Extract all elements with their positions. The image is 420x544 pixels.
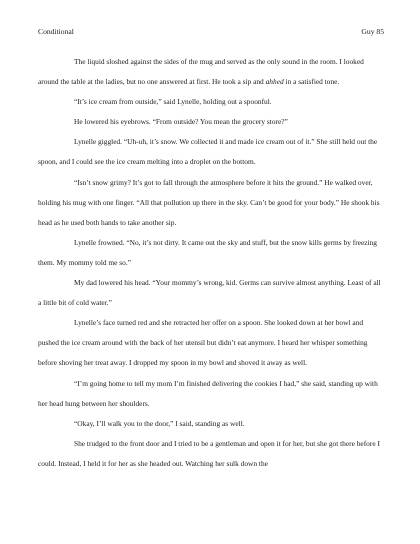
paragraph-text: My dad lowered his head. “Your mommy’s wrong, kid. Germs can survive almost anything. Least of all a little bit of cold water.” — [38, 278, 381, 308]
paragraph-text: “Okay, I’ll walk you to the door,” I said, standing as well. — [74, 418, 245, 428]
running-header — [38, 26, 384, 38]
paragraph-text: “Isn’t snow grimy? It’s got to fall through the atmosphere before it hits the ground.” He walked over, holding his mug with one finger. “All that pollution up there in the sky. Can’t be good for your body.” He shook his head as he used both hands to take another sip. — [38, 177, 380, 227]
header-title: Conditional — [38, 27, 74, 36]
paragraph — [38, 414, 384, 434]
paragraph-text: Lynelle frowned. “No, it’s not dirty. It came out the sky and stuff, but the snow kills germs by freezing them. My mommy told me so.” — [38, 237, 377, 267]
paragraph — [38, 92, 384, 112]
paragraph-text: The liquid sloshed against the sides of the mug and served as the only sound in the room. I looked around the table at the ladies, but no one answered at first. He took a sip and — [38, 57, 364, 87]
paragraph — [38, 273, 384, 313]
paragraph — [38, 233, 384, 273]
header-page-label: Guy 85 — [361, 27, 384, 36]
paragraph — [38, 173, 384, 233]
paragraph-text: She trudged to the front door and I tried to be a gentleman and open it for her, but she got there before I could. Instead, I held it for her as she headed out. Watching her sulk down the — [38, 438, 380, 468]
paragraph — [38, 374, 384, 414]
paragraph — [38, 112, 384, 132]
paragraph — [38, 434, 384, 474]
emphasis-text: ahhed — [265, 77, 284, 87]
paragraph-text: in a satisfied tone. — [283, 77, 340, 87]
paragraph — [38, 52, 384, 92]
body-text — [38, 52, 384, 474]
paragraph — [38, 313, 384, 373]
paragraph-text: “It’s ice cream from outside,” said Lynelle, holding out a spoonful. — [74, 97, 272, 107]
paragraph-text: “I’m going home to tell my mom I’m finished delivering the cookies I had,” she said, standing up with her head hung between her shoulders. — [38, 378, 378, 408]
paragraph-text: Lynelle giggled. “Uh-uh, it’s snow. We collected it and made ice cream out of it.” She still held out the spoon, and I could see the ice cream melting into a droplet on the bottom. — [38, 137, 378, 167]
paragraph-text: Lynelle’s face turned red and she retracted her offer on a spoon. She looked down at her bowl and pushed the ice cream around with the back of her utensil but didn’t eat anymore. I heard her whisper something before shoving her treat away. I dropped my spoon in my bowl and shoved it away as well. — [38, 318, 368, 368]
paragraph-text: He lowered his eyebrows. “From outside? You mean the grocery store?” — [74, 117, 288, 127]
paragraph — [38, 132, 384, 172]
